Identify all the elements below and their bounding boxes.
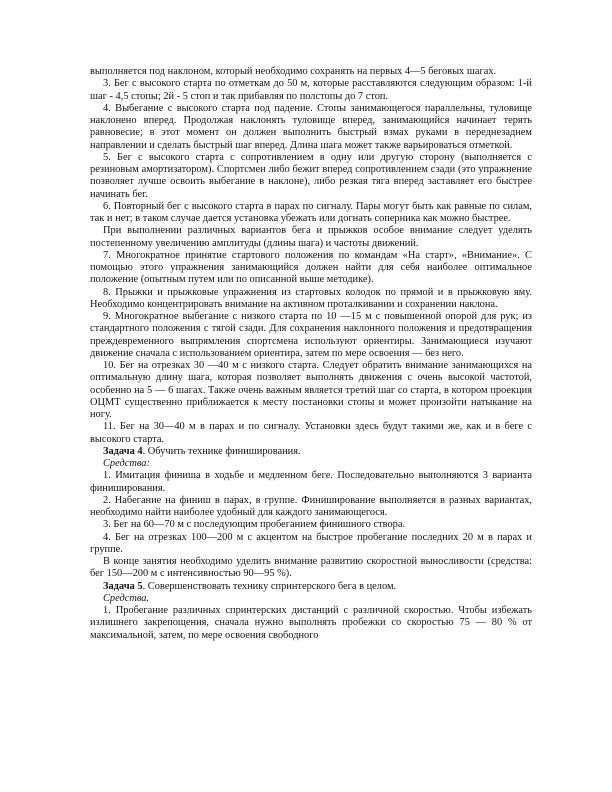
paragraph: 6. Повторный бег с высокого старта в парах по сигналу. Пары могут быть как равные по силам, так и нет; в таком случае дается установка убежать или догнать соперника как можно быстрее. <box>90 200 532 224</box>
paragraph: 1. Имитация финиша в ходьбе и медленном беге. Последовательно выполняются 3 варианта финиширования. <box>90 470 532 494</box>
paragraph: В конце занятия необходимо уделить внимание развитию скоростной выносливости (средства: бег 150—200 м с интенсивностью 90—95 %). <box>90 556 532 580</box>
task-heading <box>90 581 532 593</box>
paragraph: При выполнении различных вариантов бега и прыжков особое внимание следует уделять постепенному увеличению амплитуды (длины шага) и частоты движений. <box>90 225 532 249</box>
paragraph: 5. Бег с высокого старта с сопротивлением в одну или другую сторону (выполняется с резиновым амортизатором). Спортсмен либо бежит вперед сопротивлением сзади (это упражнение позволяет лучше освоить выбегание в наклоне), либо резкая тяга вперед заставляет его быстрее начинать бег. <box>90 151 532 200</box>
paragraph: 7. Многократное принятие стартового положения по командам «На старт», «Внимание». С помощью этого упражнения занимающийся должен найти для себя наиболее оптимальное положение (опытным путем или по описанной выше методике). <box>90 249 532 286</box>
document-page <box>90 66 532 642</box>
paragraph: 4. Бег на отрезках 100—200 м с акцентом на быстрое пробегание последних 20 м в парах и группе. <box>90 531 532 555</box>
paragraph: 2. Набегание на финиш в парах, в группе. Финиширование выполняется в разных вариантах, необходимо найти наиболее удобный для каждого занимающегося. <box>90 494 532 518</box>
paragraph: 11. Бег на 30—40 м в парах и по сигналу. Установки здесь будут такими же, как и в беге с высокого старта. <box>90 421 532 445</box>
paragraph: 4. Выбегание с высокого старта под падение. Стопы занимающегося параллельны, туловище наклонено вперед. Продолжая наклонять туловище вперед, занимающийся начинает терять равновесие; в этот момент он должен выполнить быстрый взмах руками в переднезаднем направлении и сделать быстрый шаг вперед. Длина шага может также варьироваться отметкой. <box>90 102 532 151</box>
paragraph: 10. Бег на отрезках 30 —40 м с низкого старта. Следует обратить внимание занимающихся на оптимальную длину шага, которая позволяет выполнять движения с очень высокой частотой, особенно на 5 — 6 шагах. Также очень важным является третий шаг со старта, в котором проекция ОЦМТ существенно приближается к месту постановки стопы и может произойти натыкание на ногу. <box>90 360 532 420</box>
paragraph: 8. Прыжки и прыжковые упражнения из стартовых колодок по прямой и в прыжковую яму. Необходимо концентрировать внимание на активном проталкивании и сохранении наклона. <box>90 286 532 310</box>
task-number: Задача 4 <box>103 445 143 457</box>
paragraph: 1. Пробегание различных спринтерских дистанций с различной скоростью. Чтобы избежать излишнего закрепощения, сначала нужно выполнять пробежки со скоростью 75 — 80 % от максимальной, затем, по мере освоения свободного <box>90 605 532 641</box>
paragraph: 9. Многократное выбегание с низкого старта по 10 —15 м с повышенной опорой для рук; из стандартного положения с тягой сзади. Для сохранения наклонного положения и предотвращения преждевременного выпрямления спортсмена используют ориентиры. Занимающиеся изучают движение сначала с использованием ориентира, затем по мере освоения — без него. <box>90 311 532 359</box>
task-description: . Обучить технике финиширования. <box>142 445 301 457</box>
paragraph: выполняется под наклоном, который необходимо сохранять на первых 4—5 беговых шагах. <box>90 66 497 77</box>
paragraph: 3. Бег с высокого старта по отметкам до 50 м, которые расставляются следующим образом: 1-й шаг - 4,5 стопы; 2й - 5 стоп и так прибавляя по полстопы до 7 стоп. <box>90 78 532 102</box>
task-heading <box>90 446 532 458</box>
task-description: . Совершенствовать технику спринтерского бега в целом. <box>142 580 397 592</box>
means-label: Средства: <box>103 458 150 469</box>
task-number: Задача 5 <box>103 580 143 592</box>
paragraph: 3. Бег на 60—70 м с последующим пробеганием финишного створа. <box>103 519 406 531</box>
means-label: Средства. <box>103 592 150 604</box>
